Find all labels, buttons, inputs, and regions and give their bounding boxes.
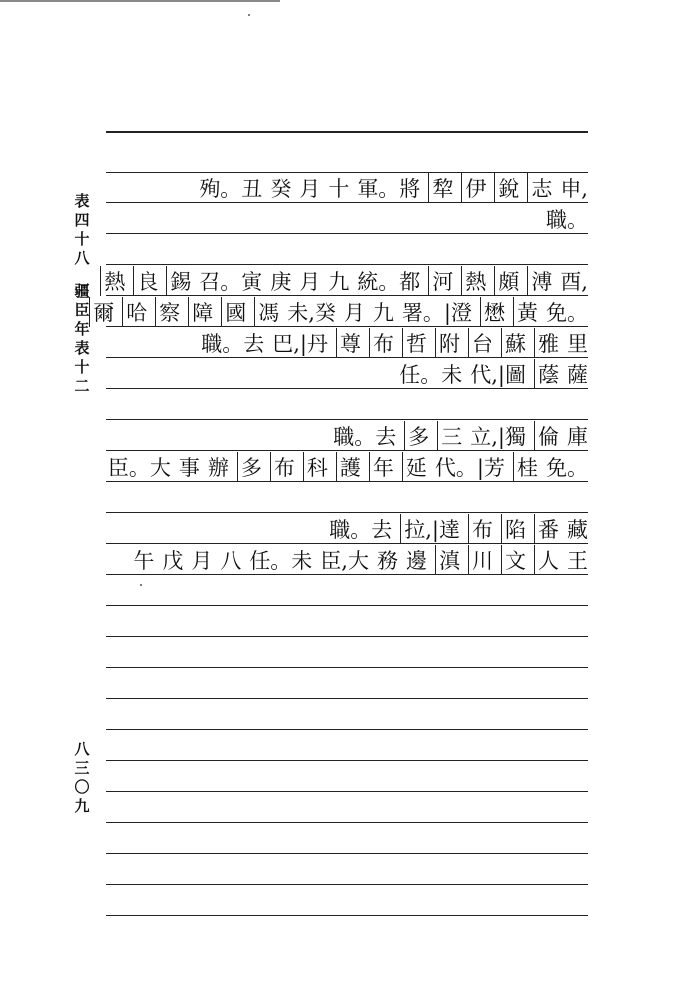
text-cell: 布 <box>468 514 493 544</box>
text-cell: 馮 <box>254 297 279 327</box>
text-cell: 職。去 <box>329 518 393 542</box>
side-header-char: 表 <box>74 192 90 210</box>
text-cell: 申, <box>560 177 588 201</box>
text-cell: 哈 <box>122 297 147 327</box>
text-cell: 雅 <box>534 328 559 358</box>
text-cell: 陷 <box>501 514 526 544</box>
text-cell: 志 <box>527 173 552 203</box>
text-row <box>89 296 588 328</box>
text-cell: 事 <box>178 456 200 480</box>
text-cell: 爾 <box>89 297 114 327</box>
page-number <box>70 740 94 816</box>
text-cell: 黃 <box>513 297 538 327</box>
text-cell: 多 <box>404 421 429 451</box>
side-header-char: 十 <box>74 358 90 376</box>
text-row <box>201 327 588 359</box>
table-top-rule <box>106 131 588 133</box>
text-cell: 臣,大 <box>320 549 369 573</box>
text-cell: 職。去 <box>333 425 397 449</box>
text-cell: 察 <box>155 297 180 327</box>
row-rule <box>106 760 588 761</box>
text-cell: 代。|芳 <box>434 456 505 480</box>
row-rule <box>106 822 588 823</box>
text-cell: 番 <box>534 514 559 544</box>
ink-speck <box>248 14 250 16</box>
page-number-char: 九 <box>74 797 90 815</box>
text-cell: 懋 <box>480 297 505 327</box>
side-header-char: 臣 <box>74 301 90 319</box>
text-cell: 頗 <box>494 266 519 296</box>
side-header-char: 表 <box>74 339 90 357</box>
text-cell: 召。寅 <box>199 270 263 294</box>
text-cell: 河 <box>428 266 453 296</box>
side-header-char: 二 <box>74 377 90 395</box>
text-cell: 良 <box>133 266 158 296</box>
text-cell: 年 <box>369 452 394 482</box>
text-cell: 台 <box>468 328 493 358</box>
text-cell: 附 <box>435 328 460 358</box>
text-cell: 署。|澄 <box>401 301 472 325</box>
text-cell: 辦 <box>207 456 229 480</box>
text-cell: 午 <box>133 549 155 573</box>
text-cell: 未,癸 <box>287 301 336 325</box>
row-rule <box>106 605 588 606</box>
text-cell: 殉。丑 <box>199 177 263 201</box>
row-rule <box>106 698 588 699</box>
text-cell: 布 <box>270 452 295 482</box>
text-cell: 里 <box>567 332 588 356</box>
text-cell: 犂 <box>428 173 453 203</box>
text-cell: 酉, <box>560 270 588 294</box>
text-row <box>199 172 588 204</box>
side-header-char: 疆 <box>74 282 90 300</box>
text-row <box>546 203 588 235</box>
text-cell: 伊 <box>461 173 486 203</box>
text-cell: 戊 <box>162 549 184 573</box>
text-cell: 布 <box>369 328 394 358</box>
text-cell: 九 <box>372 301 394 325</box>
page-number-char: 八 <box>74 740 90 758</box>
text-cell: 臣。大 <box>107 456 171 480</box>
text-cell: 藏 <box>567 518 588 542</box>
text-cell: 科 <box>303 452 328 482</box>
text-cell: 免。 <box>546 456 588 480</box>
text-cell: 職。 <box>546 208 588 232</box>
text-cell: 九 <box>328 270 350 294</box>
text-cell: 巴,|丹 <box>272 332 328 356</box>
text-cell: 免。 <box>546 301 588 325</box>
text-cell: 任。未 <box>399 363 463 387</box>
text-cell: 尊 <box>336 328 361 358</box>
row-rule <box>106 636 588 637</box>
row-rule <box>106 853 588 854</box>
text-row <box>333 420 588 452</box>
text-cell: 障 <box>188 297 213 327</box>
text-cell: 國 <box>221 297 246 327</box>
text-cell: 十 <box>328 177 350 201</box>
text-cell: 蘇 <box>501 328 526 358</box>
text-cell: 王 <box>567 549 588 573</box>
text-cell: 月 <box>343 301 365 325</box>
text-cell: 邊 <box>406 549 427 573</box>
text-row <box>399 358 588 390</box>
text-cell: 拉,|達 <box>400 514 460 544</box>
text-cell: 任。未 <box>249 549 313 573</box>
text-cell: 溥 <box>527 266 552 296</box>
text-cell: 哲 <box>402 328 427 358</box>
text-cell: 多 <box>237 452 262 482</box>
text-cell: 延 <box>402 452 427 482</box>
text-cell: 庚 <box>270 270 292 294</box>
text-cell: 熱 <box>100 266 125 296</box>
text-row <box>108 451 588 483</box>
side-header-char: 年 <box>74 320 90 338</box>
side-header-char: 十 <box>74 230 90 248</box>
text-cell: 三 <box>437 421 462 451</box>
row-rule <box>106 667 588 668</box>
row-rule <box>106 791 588 792</box>
text-row <box>329 513 588 545</box>
text-cell: 務 <box>377 549 398 573</box>
text-cell: 倫 <box>534 421 559 451</box>
row-rule <box>106 915 588 916</box>
text-cell: 軍。將 <box>357 177 421 201</box>
side-header-char: 八 <box>74 249 90 267</box>
ink-speck <box>140 584 142 586</box>
text-cell: 癸 <box>270 177 292 201</box>
text-cell: 立,|獨 <box>470 425 526 449</box>
row-rule <box>106 884 588 885</box>
side-header-char: 四 <box>74 211 90 229</box>
text-cell: 月 <box>299 177 321 201</box>
text-cell: 護 <box>336 452 361 482</box>
text-cell: 桂 <box>513 452 538 482</box>
text-cell: 職。去 <box>201 332 265 356</box>
text-cell: 代,|圖 <box>470 363 526 387</box>
text-cell: 川 <box>468 545 493 575</box>
text-cell: 薩 <box>567 363 588 387</box>
text-cell: 庫 <box>567 425 588 449</box>
page-number-char: 三 <box>74 759 90 777</box>
text-row <box>133 544 588 576</box>
text-cell: 熱 <box>461 266 486 296</box>
text-cell: 銳 <box>494 173 519 203</box>
text-cell: 文 <box>501 545 526 575</box>
text-cell: 人 <box>534 545 559 575</box>
page-number-char: 〇 <box>74 778 90 796</box>
text-cell: 八 <box>220 549 242 573</box>
text-cell: 蔭 <box>534 359 559 389</box>
top-edge-bar <box>0 0 280 2</box>
text-cell: 月 <box>191 549 213 573</box>
text-cell: 滇 <box>435 545 460 575</box>
text-cell: 月 <box>299 270 321 294</box>
text-row <box>100 265 588 297</box>
row-rule <box>106 729 588 730</box>
text-cell: 錫 <box>166 266 191 296</box>
text-cell: 統。都 <box>357 270 421 294</box>
row-rule <box>106 233 588 234</box>
side-header <box>70 192 94 396</box>
